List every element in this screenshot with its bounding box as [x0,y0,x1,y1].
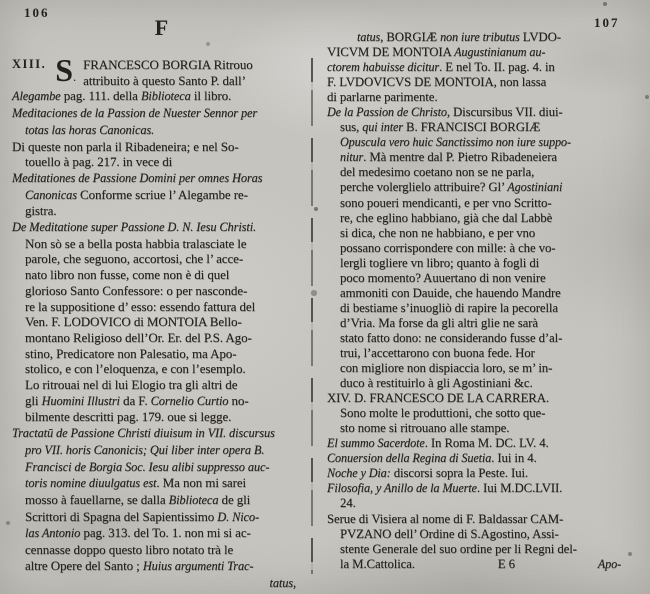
text-line [327,481,625,496]
roman-text-segment: gli [25,392,42,408]
text-line [327,45,625,60]
italic-text-segment: Francisci de Borgia Soc. Iesu alibi suppresso auc- [25,459,270,474]
roman-text-segment: bilmente descritti pag. 179. oue si legge. [25,409,232,425]
roman-text-segment: sto nome si ritrouano alle stampe. [340,421,510,436]
text-line [327,60,625,75]
text-line [327,30,625,45]
text-line [327,286,625,301]
roman-text-segment: possano corrispondere con mille: à che vo- [340,240,556,255]
italic-text-segment: totas las horas Canonicas. [25,122,155,137]
text-line [12,492,312,509]
roman-text-segment: perche volerglielo attribuire? Gl’ [340,180,508,195]
roman-text-segment: stente Generale del suo ordine per li Regni del- [340,541,577,556]
right-text-column [327,30,625,572]
italic-text-segment: tatus, [269,575,296,590]
roman-text-segment: de gli [218,491,251,507]
italic-text-segment: qui inter [362,120,403,135]
roman-text-segment: il libro. [190,88,232,104]
text-line [327,496,625,511]
text-line [327,256,625,271]
page-number-left: 106 [24,5,50,20]
roman-text-segment: PVZANO dell’ Ordine di S.Agostino, Assi- [340,526,559,541]
roman-text-segment: . In Roma M. DC. LV. 4. [424,436,549,451]
roman-text-segment: Conforme scriue l’ Alegambe re- [76,186,248,202]
roman-text-segment: sono poueri mendicanti, e per vno Scritto- [340,195,552,210]
roman-text-segment: glorioso Santo Confessore: o per nasconde- [25,282,248,298]
text-line [12,361,312,377]
roman-text-segment: lergli togliere vn libro; quanto à fogli di [340,255,540,270]
roman-text-segment: no- [228,392,249,408]
paragraph-block [327,30,625,105]
roman-text-segment: LVDO- [519,30,561,44]
text-line [12,122,312,139]
roman-text-segment: Serue di Visiera al nome di F. Baldassar CAM- [327,511,564,526]
text-line [12,525,312,542]
italic-text-segment: tatus [357,30,381,44]
italic-text-segment: D. Nico- [217,509,259,524]
italic-text-segment: Biblioteca [140,89,191,104]
italic-text-segment: Agostiniani [507,180,563,195]
roman-text-segment: . Iui M.DC.LVII. [476,481,563,496]
text-line [327,421,625,436]
roman-text-segment: pag. 313. del To. 1. non mi si ac- [80,525,251,541]
text-line [327,271,625,286]
left-text-column [12,52,312,591]
paragraph-block [12,425,312,591]
roman-text-segment: mosso à fauellarne, se dalla [25,491,169,507]
text-line [327,75,625,90]
text-line [327,90,625,105]
roman-text-segment: attribuito à questo Santo P. dall’ [83,72,246,88]
paragraph-block [327,436,625,511]
roman-text-segment: Lo ritrouai nel di lui Elogio tra gli altri de [25,377,238,393]
italic-text-segment: Opuscula vero huic Sanctissimo non iure suppo- [340,135,571,150]
paragraph-block [327,105,625,391]
paragraph-block [12,105,312,138]
entry-number: XIII. [12,57,47,71]
text-line [12,219,312,236]
italic-text-segment: non iure tributus [440,30,520,44]
roman-text-segment: , BORGIÆ [380,30,441,44]
text-line [327,226,625,241]
roman-text-segment: , Discursibus VII. diui- [446,105,563,120]
catchword [598,557,621,572]
roman-text-segment: si dica, che non ne habbiano, e per vno [340,225,536,240]
roman-text-segment: cennasse doppo questo libro notato trà le [25,542,234,558]
catchword [12,575,312,592]
italic-text-segment: Tractatū de Passione Christi diuisum in VII. discursus [12,426,275,441]
text-line [327,211,625,226]
roman-text-segment: nato libro non fusse, come non è di quel [25,267,230,283]
text-line [12,346,312,362]
text-line [327,557,625,572]
italic-text-segment: ctorem habuisse dicitur [327,60,440,75]
roman-text-segment: di parlarne parimente. [327,90,438,105]
text-line [327,180,625,195]
drop-cap-period: . [72,69,77,84]
roman-text-segment: discorsi sopra la Peste. Iui. [390,466,529,481]
text-line [327,346,625,361]
paragraph-block [12,139,312,170]
roman-text-segment: re la suppositione d’ esso: essendo fattura del [25,298,256,314]
text-line [327,436,625,451]
paragraph-block [327,391,625,436]
drop-cap-letter: S [55,52,73,88]
roman-text-segment: sus, [340,120,363,135]
roman-text-segment: . Mà mentre dal P. Pietro Ribadeneiera [363,150,557,165]
paragraph-block [12,170,312,219]
roman-text-segment: da F. [119,392,151,408]
text-line [327,150,625,165]
italic-text-segment: De la Passion de Christo [327,105,447,120]
roman-text-segment: 24. [340,496,356,511]
italic-text-segment: El summo Sacerdote [327,436,425,451]
text-line [12,425,312,442]
text-line [327,466,625,481]
text-line [12,236,312,252]
text-line [327,196,625,211]
text-line [12,88,312,105]
italic-text-segment: Augustinianum au- [454,45,546,60]
text-line [12,542,312,558]
text-line [327,241,625,256]
ink-specks [0,0,2,2]
roman-text-segment: con migliore non dispiaccia loro, se m’ in- [340,361,553,376]
roman-text-segment: stino, Predicatore non Palesatio, ma Apo- [25,345,237,361]
text-line [12,509,312,526]
roman-text-segment: poco momento? Auuertano di non venire [340,270,546,285]
roman-text-segment: gistra. [25,203,57,219]
text-line [12,267,312,283]
roman-text-segment: pag. 111. della [60,88,141,104]
roman-text-segment: di bestiame s’inuogliò di rapire la pecorella [340,300,558,315]
text-line [12,393,312,410]
roman-text-segment: re, che eglino habbiano, già che dal Labbè [340,210,553,225]
roman-text-segment: Scrittori di Spagna del Sapientissimo [25,508,218,524]
italic-text-segment: Cornelio Curtio [150,393,229,408]
text-line [12,442,312,459]
text-line [327,301,625,316]
page-number-right: 107 [594,15,620,30]
entry-number-and-dropcap [12,52,77,88]
roman-text-segment: VICVM DE MONTOIA [327,45,455,60]
text-line [12,154,312,170]
roman-text-segment: touello à pag. 217. in vece di [25,154,173,170]
section-letter-heading: F [154,15,169,40]
text-line [12,409,312,425]
roman-text-segment: E 6 [497,556,515,571]
roman-text-segment: Non sò se a bella posta habbia tralasciate le [25,235,247,251]
roman-text-segment: Ven. F. LODOVICO di MONTOIA Bello- [25,314,242,330]
italic-text-segment: Meditationes de Passione Domini per omnes Horas [12,170,263,185]
paragraph-block [12,219,312,425]
text-line [327,316,625,331]
text-line [327,105,625,120]
roman-text-segment: Di queste non parla il Ribadeneira; e nel So- [12,138,239,154]
roman-text-segment: B. FRANCISCI BORGIÆ [402,120,541,135]
roman-text-segment: altre Opere del Santo ; [25,557,143,573]
roman-text-segment: FRANCESCO BORGIA Ritrouo [83,57,253,72]
italic-text-segment: Huomini Illustri [41,393,120,408]
text-line [327,361,625,376]
text-line [12,170,312,187]
text-line [12,203,312,219]
italic-text-segment: Canonicas [25,187,77,202]
roman-text-segment: montano Religioso dell’Or. Er. del P.S. Ago- [25,329,252,345]
text-line [12,459,312,476]
text-line [12,139,312,155]
italic-text-segment: Filosofia, y Anillo de la Muerte [327,481,477,496]
roman-text-segment: duco à restituirlo à gli Agostiniani &c. [340,376,533,391]
italic-text-segment: nitur [340,150,364,165]
text-line [12,314,312,330]
roman-text-segment: . E nel To. II. pag. 4. in [439,60,555,75]
text-line [12,283,312,299]
text-line [327,331,625,346]
text-line [12,105,312,122]
italic-text-segment: Apo- [597,556,621,571]
roman-text-segment: XIV. D. FRANCESCO DE LA CARRERA. [327,391,549,406]
text-line [327,391,625,406]
roman-text-segment: parole, che seguono, accortosi, che l’ acce- [25,251,244,267]
roman-text-segment: . Ma non mi sarei [156,475,247,491]
text-line [327,165,625,180]
roman-text-segment: ammoniti con Dauide, che hauendo Mandre [340,285,561,300]
text-line [327,542,625,557]
italic-text-segment: Conuersion della Regina di Suetia [327,451,492,466]
text-line [12,377,312,393]
italic-text-segment: Biblioteca [168,492,219,507]
italic-text-segment: Alegambe [12,89,61,104]
roman-text-segment: stolico, e con l’eloquenza, e con l’esemplo. [25,361,246,377]
signature-mark [498,557,515,572]
text-line [12,475,312,492]
paragraph-block [327,512,625,572]
text-line [327,512,625,527]
text-line [327,451,625,466]
italic-text-segment: De Meditatione super Passione D. N. Iesu Christi. [12,220,257,235]
text-line [12,330,312,346]
text-line [327,376,625,391]
text-line [12,558,312,575]
roman-text-segment: trui, l’accettarono con buona fede. Hor [340,345,535,360]
line-end-text [340,557,415,572]
roman-text-segment: d’Vria. Ma forse da gli altri glie ne sarà [340,315,538,330]
roman-text-segment: stato fatto dono: ne considerando fusse d’al- [340,330,563,345]
roman-text-segment: del medesimo coetano non se ne parla, [340,165,535,180]
text-line [12,187,312,204]
text-line [327,135,625,150]
roman-text-segment: . Iui in 4. [491,451,537,466]
italic-text-segment: las Antonio [25,526,81,541]
roman-text-segment: la M.Cattolica. [340,556,415,571]
text-line [12,251,312,267]
text-line [327,406,625,421]
italic-text-segment: Huius argumenti Trac- [142,558,254,573]
text-line [12,299,312,315]
paragraph-block [12,52,312,105]
italic-text-segment: Meditaciones de la Passion de Nuester Sennor per [12,106,258,121]
italic-text-segment: pro VII. horis Canonicis; Qui liber inter opera B. [25,442,265,457]
text-line [327,527,625,542]
roman-text-segment: F. LVDOVICVS DE MONTOIA, non lassa [327,75,547,90]
italic-text-segment: toris nomine diuulgatus est [25,476,157,491]
text-line [327,120,625,135]
roman-text-segment: Sono molte le produttioni, che sotto que- [340,406,546,421]
italic-text-segment: Noche y Dia: [327,466,391,481]
